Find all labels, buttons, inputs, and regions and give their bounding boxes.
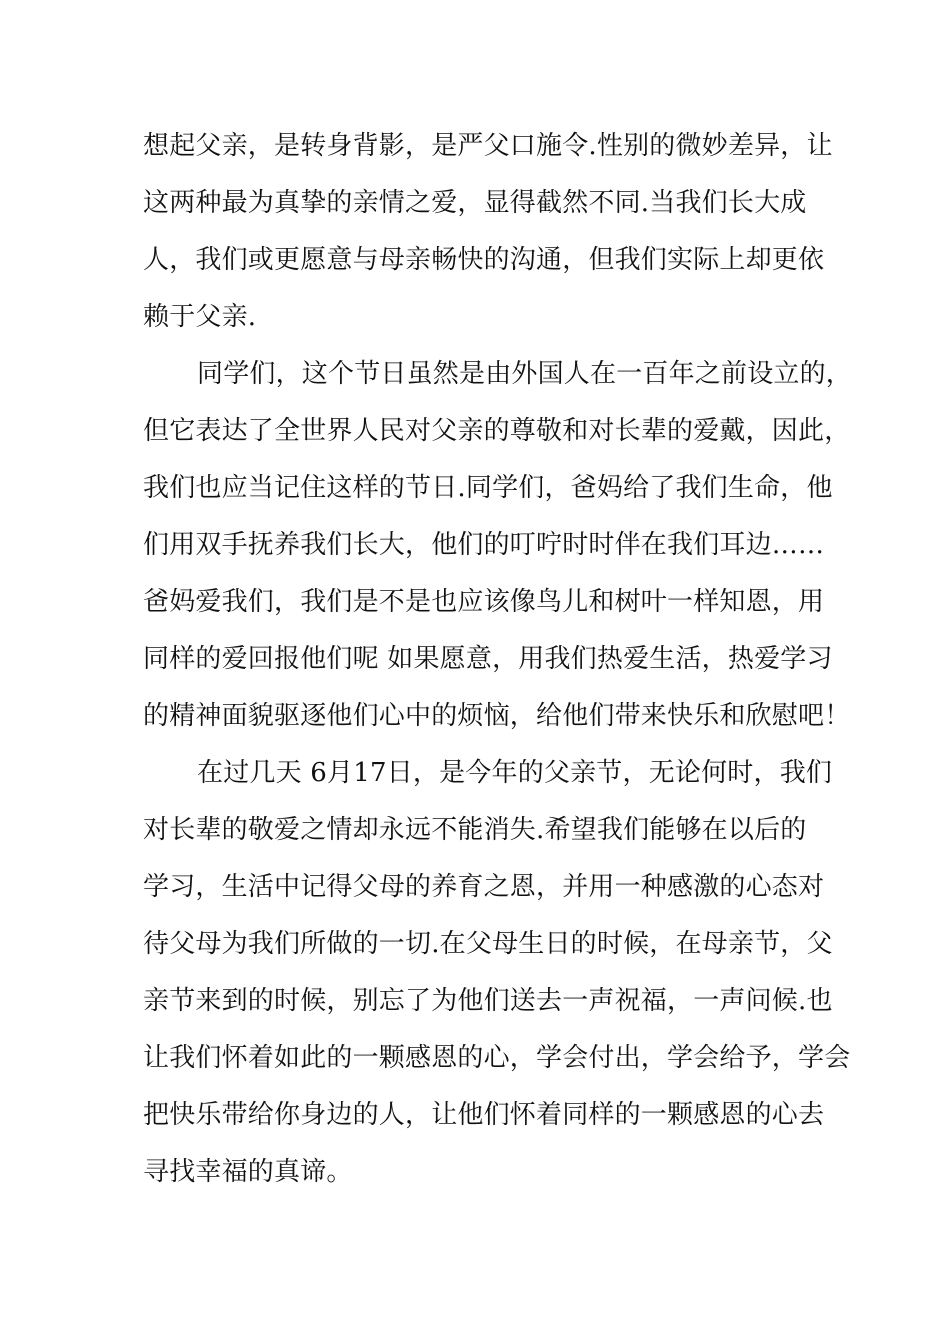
text-line: 人，我们或更愿意与母亲畅快的沟通，但我们实际上却更依	[143, 245, 825, 275]
text-line: 爸妈爱我们，我们是不是也应该像鸟儿和树叶一样知恩，用	[143, 587, 825, 617]
text-line: 我们也应当记住这样的节日.同学们，爸妈给了我们生命，他	[143, 473, 833, 503]
text-line: 们用双手抚养我们长大，他们的叮咛时时伴在我们耳边……	[143, 530, 825, 560]
text-line: 对长辈的敬爱之情却永远不能消失.希望我们能够在以后的	[143, 815, 807, 845]
document-body	[143, 118, 853, 1201]
text-line: 但它表达了全世界人民对父亲的尊敬和对长辈的爱戴，因此，	[143, 416, 851, 446]
text-line: 待父母为我们所做的一切.在父母生日的时候，在母亲节，父	[143, 929, 833, 959]
text-line: 在过几天 6月17日，是今年的父亲节，无论何时，我们	[197, 758, 833, 788]
text-line: 同学们，这个节日虽然是由外国人在一百年之前设立的，	[197, 359, 853, 389]
text-line: 的精神面貌驱逐他们心中的烦恼，给他们带来快乐和欣慰吧！	[143, 701, 851, 731]
text-line: 赖于父亲.	[143, 302, 257, 332]
text-line: 亲节来到的时候，别忘了为他们送去一声祝福，一声问候.也	[143, 986, 833, 1016]
text-line: 同样的爱回报他们呢 如果愿意，用我们热爱生活，热爱学习	[143, 644, 833, 674]
text-line: 把快乐带给你身边的人，让他们怀着同样的一颗感恩的心去	[143, 1100, 825, 1130]
text-line: 这两种最为真挚的亲情之爱，显得截然不同.当我们长大成	[143, 188, 807, 218]
text-line: 想起父亲，是转身背影，是严父口施令.性别的微妙差异，让	[143, 131, 833, 161]
text-line: 学习，生活中记得父母的养育之恩，并用一种感激的心态对	[143, 872, 825, 902]
text-line: 寻找幸福的真谛。	[143, 1157, 353, 1187]
text-line: 让我们怀着如此的一颗感恩的心，学会付出，学会给予，学会	[143, 1043, 851, 1073]
